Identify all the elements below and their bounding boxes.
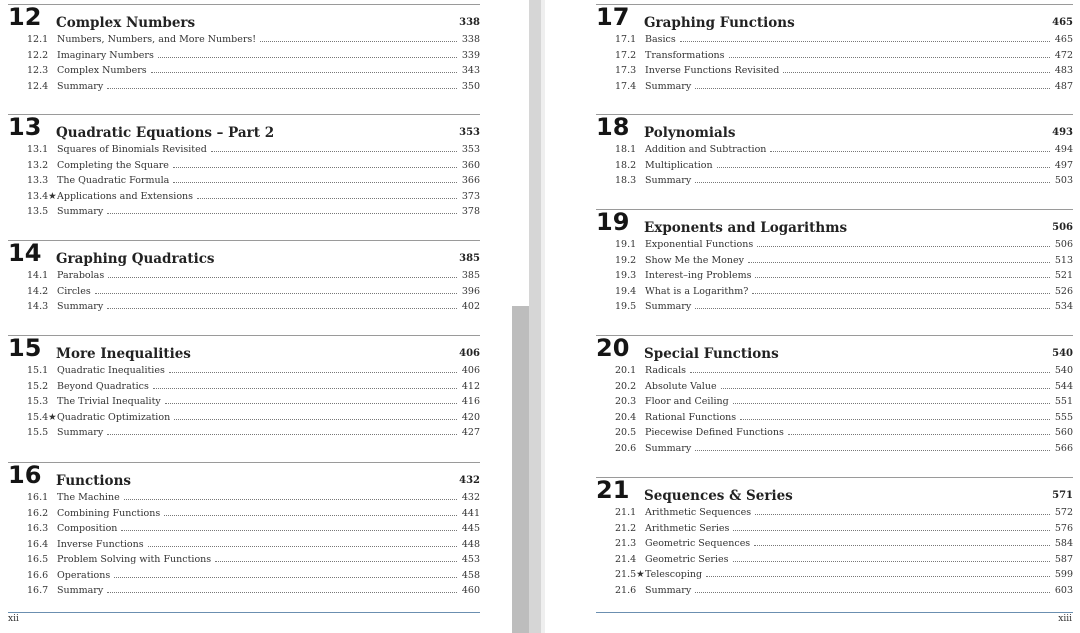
chapter-title[interactable]: Functions [56, 473, 131, 489]
chapter-title[interactable]: Exponents and Logarithms [644, 220, 848, 236]
section-title: Composition [57, 523, 118, 534]
toc-entry[interactable] [596, 81, 1073, 97]
section-title: The Quadratic Formula [57, 175, 170, 186]
chapter-title[interactable]: More Inequalities [56, 346, 191, 362]
section-page: 366 [461, 175, 480, 186]
chapter-title[interactable]: Complex Numbers [56, 15, 196, 31]
section-title: Summary [57, 80, 104, 92]
section-number: 14.2 [27, 285, 49, 297]
dot-leader [733, 561, 1050, 562]
section-number: 20.5 [615, 427, 637, 438]
chapter-number: 20 [596, 334, 630, 362]
section-number: 14.3 [27, 301, 49, 312]
section-number: 20.2 [615, 380, 637, 392]
toc-entry[interactable] [8, 81, 480, 97]
section-number: 19.2 [615, 254, 637, 266]
chapter-number: 14 [8, 239, 42, 267]
section-page: 572 [1054, 507, 1073, 518]
chapter-page: 571 [1052, 490, 1073, 501]
chapter-title[interactable]: Graphing Quadratics [56, 251, 215, 267]
toc-entry[interactable] [8, 427, 480, 443]
dot-leader [680, 41, 1050, 42]
dot-leader [770, 151, 1049, 152]
section-number: 12.2 [27, 49, 49, 61]
section-title: Completing the Square [57, 159, 169, 171]
toc-entry[interactable] [8, 396, 480, 412]
section-number: 16.6 [27, 569, 49, 581]
dot-leader [690, 372, 1050, 373]
dot-leader [695, 450, 1050, 451]
section-page: 540 [1054, 365, 1073, 376]
dot-leader [169, 372, 457, 373]
section-number: 18.2 [615, 159, 637, 171]
dot-leader [740, 419, 1050, 420]
section-title: Rational Functions [645, 411, 737, 423]
chapter-21 [596, 477, 1073, 600]
section-number: 16.3 [27, 523, 49, 534]
toc-entry[interactable] [596, 65, 1073, 81]
section-title: Circles [57, 285, 91, 297]
section-number: 13.1 [27, 144, 49, 155]
dot-leader [108, 277, 457, 278]
toc-entry[interactable] [596, 523, 1073, 539]
section-title: Addition and Subtraction [645, 144, 767, 155]
section-page: 513 [1054, 254, 1073, 266]
section-page: 494 [1054, 144, 1073, 155]
section-title: Quadratic Inequalities [57, 365, 165, 376]
section-number: 15.5 [27, 427, 49, 438]
dot-leader [733, 530, 1049, 531]
section-number: 16.5 [27, 554, 49, 565]
section-page: 503 [1054, 175, 1073, 186]
page-number: xii [8, 614, 19, 624]
section-title: Summary [645, 175, 692, 186]
section-number: 13.5 [27, 206, 49, 217]
chapter-number: 16 [8, 461, 42, 489]
section-page: 465 [1054, 34, 1073, 45]
chapter-page: 353 [459, 127, 480, 138]
section-number: 17.1 [615, 34, 637, 45]
toc-entry[interactable] [596, 396, 1073, 412]
toc-entry[interactable] [8, 301, 480, 317]
dot-leader [107, 592, 457, 593]
dot-leader [695, 308, 1050, 309]
section-title: Summary [57, 427, 104, 438]
section-title: Summary [645, 301, 692, 312]
dot-leader [788, 434, 1050, 435]
toc-entry[interactable] [8, 50, 480, 66]
toc-entry[interactable] [596, 365, 1073, 381]
dot-leader [733, 403, 1050, 404]
section-number: 21.1 [615, 507, 637, 518]
toc-entry[interactable] [8, 286, 480, 302]
section-number: 19.4 [615, 285, 637, 297]
chapter-number: 12 [8, 3, 42, 31]
dot-leader [114, 577, 457, 578]
section-number: 18.1 [615, 144, 637, 155]
section-title: Summary [57, 206, 104, 217]
section-title: Problem Solving with Functions [57, 554, 212, 565]
section-page: 385 [461, 270, 480, 281]
dot-leader [158, 57, 457, 58]
section-title: Imaginary Numbers [57, 49, 154, 61]
dot-leader [153, 388, 457, 389]
section-title: What is a Logarithm? [645, 285, 749, 297]
toc-entry[interactable] [8, 539, 480, 555]
chapter-14 [8, 240, 480, 317]
chapter-title[interactable]: Graphing Functions [644, 15, 795, 31]
toc-entry[interactable] [8, 34, 480, 50]
toc-entry[interactable] [596, 239, 1073, 255]
dot-leader [95, 293, 457, 294]
section-page: 350 [461, 80, 480, 92]
section-page: 544 [1054, 380, 1073, 392]
chapter-13 [8, 114, 480, 222]
section-number: 16.7 [27, 585, 49, 596]
toc-entry[interactable] [596, 34, 1073, 50]
toc-entry[interactable] [8, 65, 480, 81]
chapter-title[interactable]: Sequences & Series [644, 488, 793, 504]
section-number: 16.4 [27, 538, 49, 550]
section-page: 521 [1054, 270, 1073, 281]
toc-entry[interactable] [596, 286, 1073, 302]
toc-entry[interactable] [596, 585, 1073, 601]
dot-leader [173, 182, 457, 183]
toc-entry[interactable] [596, 160, 1073, 176]
footer-rule [596, 612, 1073, 613]
toc-entry[interactable] [596, 427, 1073, 443]
dot-leader [107, 308, 457, 309]
section-title: Basics [645, 34, 676, 45]
toc-entry[interactable] [8, 523, 480, 539]
section-page: 526 [1054, 285, 1073, 297]
dot-leader [695, 592, 1050, 593]
section-number: 21.4 [615, 553, 637, 565]
chapter-page: 385 [459, 253, 480, 264]
chapter-16 [8, 462, 480, 601]
section-number: 15.4★ [27, 411, 57, 423]
section-page: 396 [461, 285, 480, 297]
dot-leader [752, 293, 1049, 294]
section-number: 12.1 [27, 34, 49, 45]
toc-entry[interactable] [596, 507, 1073, 523]
spine [529, 0, 545, 633]
section-title: Summary [645, 442, 692, 454]
section-title: Summary [57, 301, 104, 312]
toc-entry[interactable] [8, 160, 480, 176]
section-number: 15.2 [27, 380, 49, 392]
section-title: Inverse Functions [57, 538, 144, 550]
section-title: Squares of Binomials Revisited [57, 144, 207, 155]
dot-leader [174, 419, 457, 420]
section-number: 15.3 [27, 396, 49, 407]
dot-leader [260, 41, 457, 42]
section-title: Summary [645, 80, 692, 92]
dot-leader [729, 57, 1050, 58]
section-number: 20.3 [615, 396, 637, 407]
section-number: 20.4 [615, 411, 637, 423]
section-page: 497 [1054, 159, 1073, 171]
section-page: 402 [461, 301, 480, 312]
section-page: 460 [461, 585, 480, 596]
chapter-number: 17 [596, 3, 630, 31]
toc-entry[interactable] [8, 381, 480, 397]
section-number: 20.1 [615, 365, 637, 376]
section-title: Arithmetic Series [645, 522, 730, 534]
section-title: Floor and Ceiling [645, 396, 729, 407]
toc-entry[interactable] [596, 381, 1073, 397]
section-page: 587 [1054, 553, 1073, 565]
dot-leader [717, 167, 1050, 168]
section-page: 427 [461, 427, 480, 438]
chapter-number: 18 [596, 113, 630, 141]
dot-leader [151, 72, 457, 73]
section-page: 432 [461, 492, 480, 503]
section-number: 13.4★ [27, 190, 57, 202]
section-title: Geometric Sequences [645, 538, 751, 549]
section-page: 448 [461, 538, 480, 550]
toc-entry[interactable] [8, 412, 480, 428]
chapter-title[interactable]: Quadratic Equations – Part 2 [56, 125, 275, 141]
toc-entry[interactable] [8, 270, 480, 286]
dot-leader [757, 246, 1050, 247]
chapter-title[interactable]: Special Functions [644, 346, 779, 362]
section-number: 17.4 [615, 80, 637, 92]
section-title: Geometric Series [645, 553, 729, 565]
section-number: 16.2 [27, 507, 49, 519]
toc-entry[interactable] [596, 554, 1073, 570]
section-title: Beyond Quadratics [57, 380, 149, 392]
dot-leader [107, 213, 457, 214]
section-number: 13.2 [27, 159, 49, 171]
chapter-number: 13 [8, 113, 42, 141]
chapter-number: 15 [8, 334, 42, 362]
dot-leader [165, 403, 457, 404]
dot-leader [107, 434, 457, 435]
toc-entry[interactable] [596, 175, 1073, 191]
dot-leader [215, 561, 457, 562]
dot-leader [173, 167, 457, 168]
dot-leader [197, 198, 457, 199]
chapter-15 [8, 335, 480, 443]
section-number: 18.3 [615, 175, 637, 186]
toc-entry[interactable] [596, 270, 1073, 286]
section-page: 338 [461, 34, 480, 45]
section-title: Complex Numbers [57, 65, 147, 76]
toc-entry[interactable] [8, 492, 480, 508]
toc-entry[interactable] [596, 144, 1073, 160]
toc-entry[interactable] [596, 412, 1073, 428]
section-number: 20.6 [615, 442, 637, 454]
chapter-20 [596, 335, 1073, 458]
section-title: Quadratic Optimization [57, 411, 171, 423]
dot-leader [748, 262, 1050, 263]
section-title: Piecewise Defined Functions [645, 427, 784, 438]
section-title: Summary [645, 584, 692, 596]
section-number: 21.3 [615, 538, 637, 549]
section-number: 19.5 [615, 301, 637, 312]
chapter-number: 21 [596, 476, 630, 504]
toc-entry[interactable] [8, 191, 480, 207]
dot-leader [755, 514, 1050, 515]
toc-entry[interactable] [596, 569, 1073, 585]
chapter-page: 506 [1052, 222, 1073, 233]
toc-entry[interactable] [8, 206, 480, 222]
toc-entry[interactable] [8, 508, 480, 524]
dot-leader [124, 499, 457, 500]
section-title: Exponential Functions [645, 239, 754, 250]
section-page: 412 [461, 380, 480, 392]
dot-leader [148, 546, 457, 547]
chapter-17 [596, 4, 1073, 96]
section-title: Telescoping [645, 569, 703, 580]
section-number: 21.6 [615, 584, 637, 596]
chapter-page: 406 [459, 348, 480, 359]
toc-entry[interactable] [8, 144, 480, 160]
section-number: 19.3 [615, 270, 637, 281]
section-title: Applications and Extensions [57, 190, 194, 202]
section-page: 373 [461, 190, 480, 202]
chapter-number: 19 [596, 208, 630, 236]
toc-entry[interactable] [596, 50, 1073, 66]
section-page: 534 [1054, 301, 1073, 312]
right-page [545, 0, 1080, 633]
section-page: 453 [461, 554, 480, 565]
chapter-page: 465 [1052, 17, 1073, 28]
section-page: 378 [461, 206, 480, 217]
chapter-page: 432 [459, 475, 480, 486]
chapter-title[interactable]: Polynomials [644, 125, 736, 141]
dot-leader [107, 88, 457, 89]
section-number: 21.2 [615, 522, 637, 534]
section-page: 603 [1054, 584, 1073, 596]
section-page: 416 [461, 396, 480, 407]
toc-entry[interactable] [596, 301, 1073, 317]
section-page: 506 [1054, 239, 1073, 250]
section-page: 551 [1054, 396, 1073, 407]
chapter-page: 540 [1052, 348, 1073, 359]
section-title: Summary [57, 585, 104, 596]
section-title: Radicals [645, 365, 687, 376]
section-number: 12.3 [27, 65, 49, 76]
section-number: 21.5★ [615, 569, 645, 580]
section-title: The Trivial Inequality [57, 396, 161, 407]
toc-entry[interactable] [596, 443, 1073, 459]
section-page: 599 [1054, 569, 1073, 580]
section-title: Inverse Functions Revisited [645, 65, 780, 76]
section-title: Arithmetic Sequences [645, 507, 752, 518]
chapter-12 [8, 4, 480, 96]
dot-leader [721, 388, 1050, 389]
dot-leader [754, 545, 1050, 546]
section-page: 406 [461, 365, 480, 376]
section-title: Transformations [645, 49, 725, 61]
chapter-page: 493 [1052, 127, 1073, 138]
section-title: Operations [57, 569, 111, 581]
section-page: 353 [461, 144, 480, 155]
section-page: 441 [461, 507, 480, 519]
left-page [0, 0, 512, 633]
section-title: Parabolas [57, 270, 105, 281]
section-title: Numbers, Numbers, and More Numbers! [57, 34, 257, 45]
section-page: 445 [461, 523, 480, 534]
dot-leader [211, 151, 457, 152]
section-page: 458 [461, 569, 480, 581]
section-page: 339 [461, 49, 480, 61]
section-page: 555 [1054, 411, 1073, 423]
section-number: 13.3 [27, 175, 49, 186]
section-page: 472 [1054, 49, 1073, 61]
section-number: 17.2 [615, 49, 637, 61]
chapter-18 [596, 114, 1073, 191]
section-page: 360 [461, 159, 480, 171]
chapter-19 [596, 209, 1073, 317]
toc-entry[interactable] [8, 570, 480, 586]
section-title: The Machine [57, 492, 120, 503]
dot-leader [164, 515, 457, 516]
toc-entry[interactable] [8, 585, 480, 601]
section-number: 15.1 [27, 365, 49, 376]
dot-leader [783, 72, 1050, 73]
toc-entry[interactable] [596, 538, 1073, 554]
section-page: 566 [1054, 442, 1073, 454]
section-number: 16.1 [27, 492, 49, 503]
section-page: 343 [461, 65, 480, 76]
section-page: 483 [1054, 65, 1073, 76]
chapter-page: 338 [459, 17, 480, 28]
dot-leader [695, 182, 1050, 183]
dot-leader [706, 576, 1050, 577]
gutter [512, 0, 529, 633]
section-page: 420 [461, 411, 480, 423]
section-number: 17.3 [615, 65, 637, 76]
section-page: 576 [1054, 522, 1073, 534]
section-number: 12.4 [27, 80, 49, 92]
toc-entry[interactable] [596, 255, 1073, 271]
dot-leader [755, 277, 1049, 278]
section-title: Absolute Value [645, 380, 717, 392]
section-page: 560 [1054, 427, 1073, 438]
section-page: 487 [1054, 80, 1073, 92]
section-number: 14.1 [27, 270, 49, 281]
toc-entry[interactable] [8, 365, 480, 381]
dot-leader [695, 88, 1050, 89]
footer-rule [8, 612, 480, 613]
section-title: Interest–ing Problems [645, 270, 752, 281]
dot-leader [121, 530, 456, 531]
section-title: Combining Functions [57, 507, 161, 519]
section-title: Show Me the Money [645, 254, 744, 266]
gutter-shadow [512, 306, 529, 633]
toc-entry[interactable] [8, 554, 480, 570]
page-number: xiii [1058, 614, 1072, 624]
section-title: Multiplication [645, 159, 713, 171]
section-page: 584 [1054, 538, 1073, 549]
toc-entry[interactable] [8, 175, 480, 191]
section-number: 19.1 [615, 239, 637, 250]
